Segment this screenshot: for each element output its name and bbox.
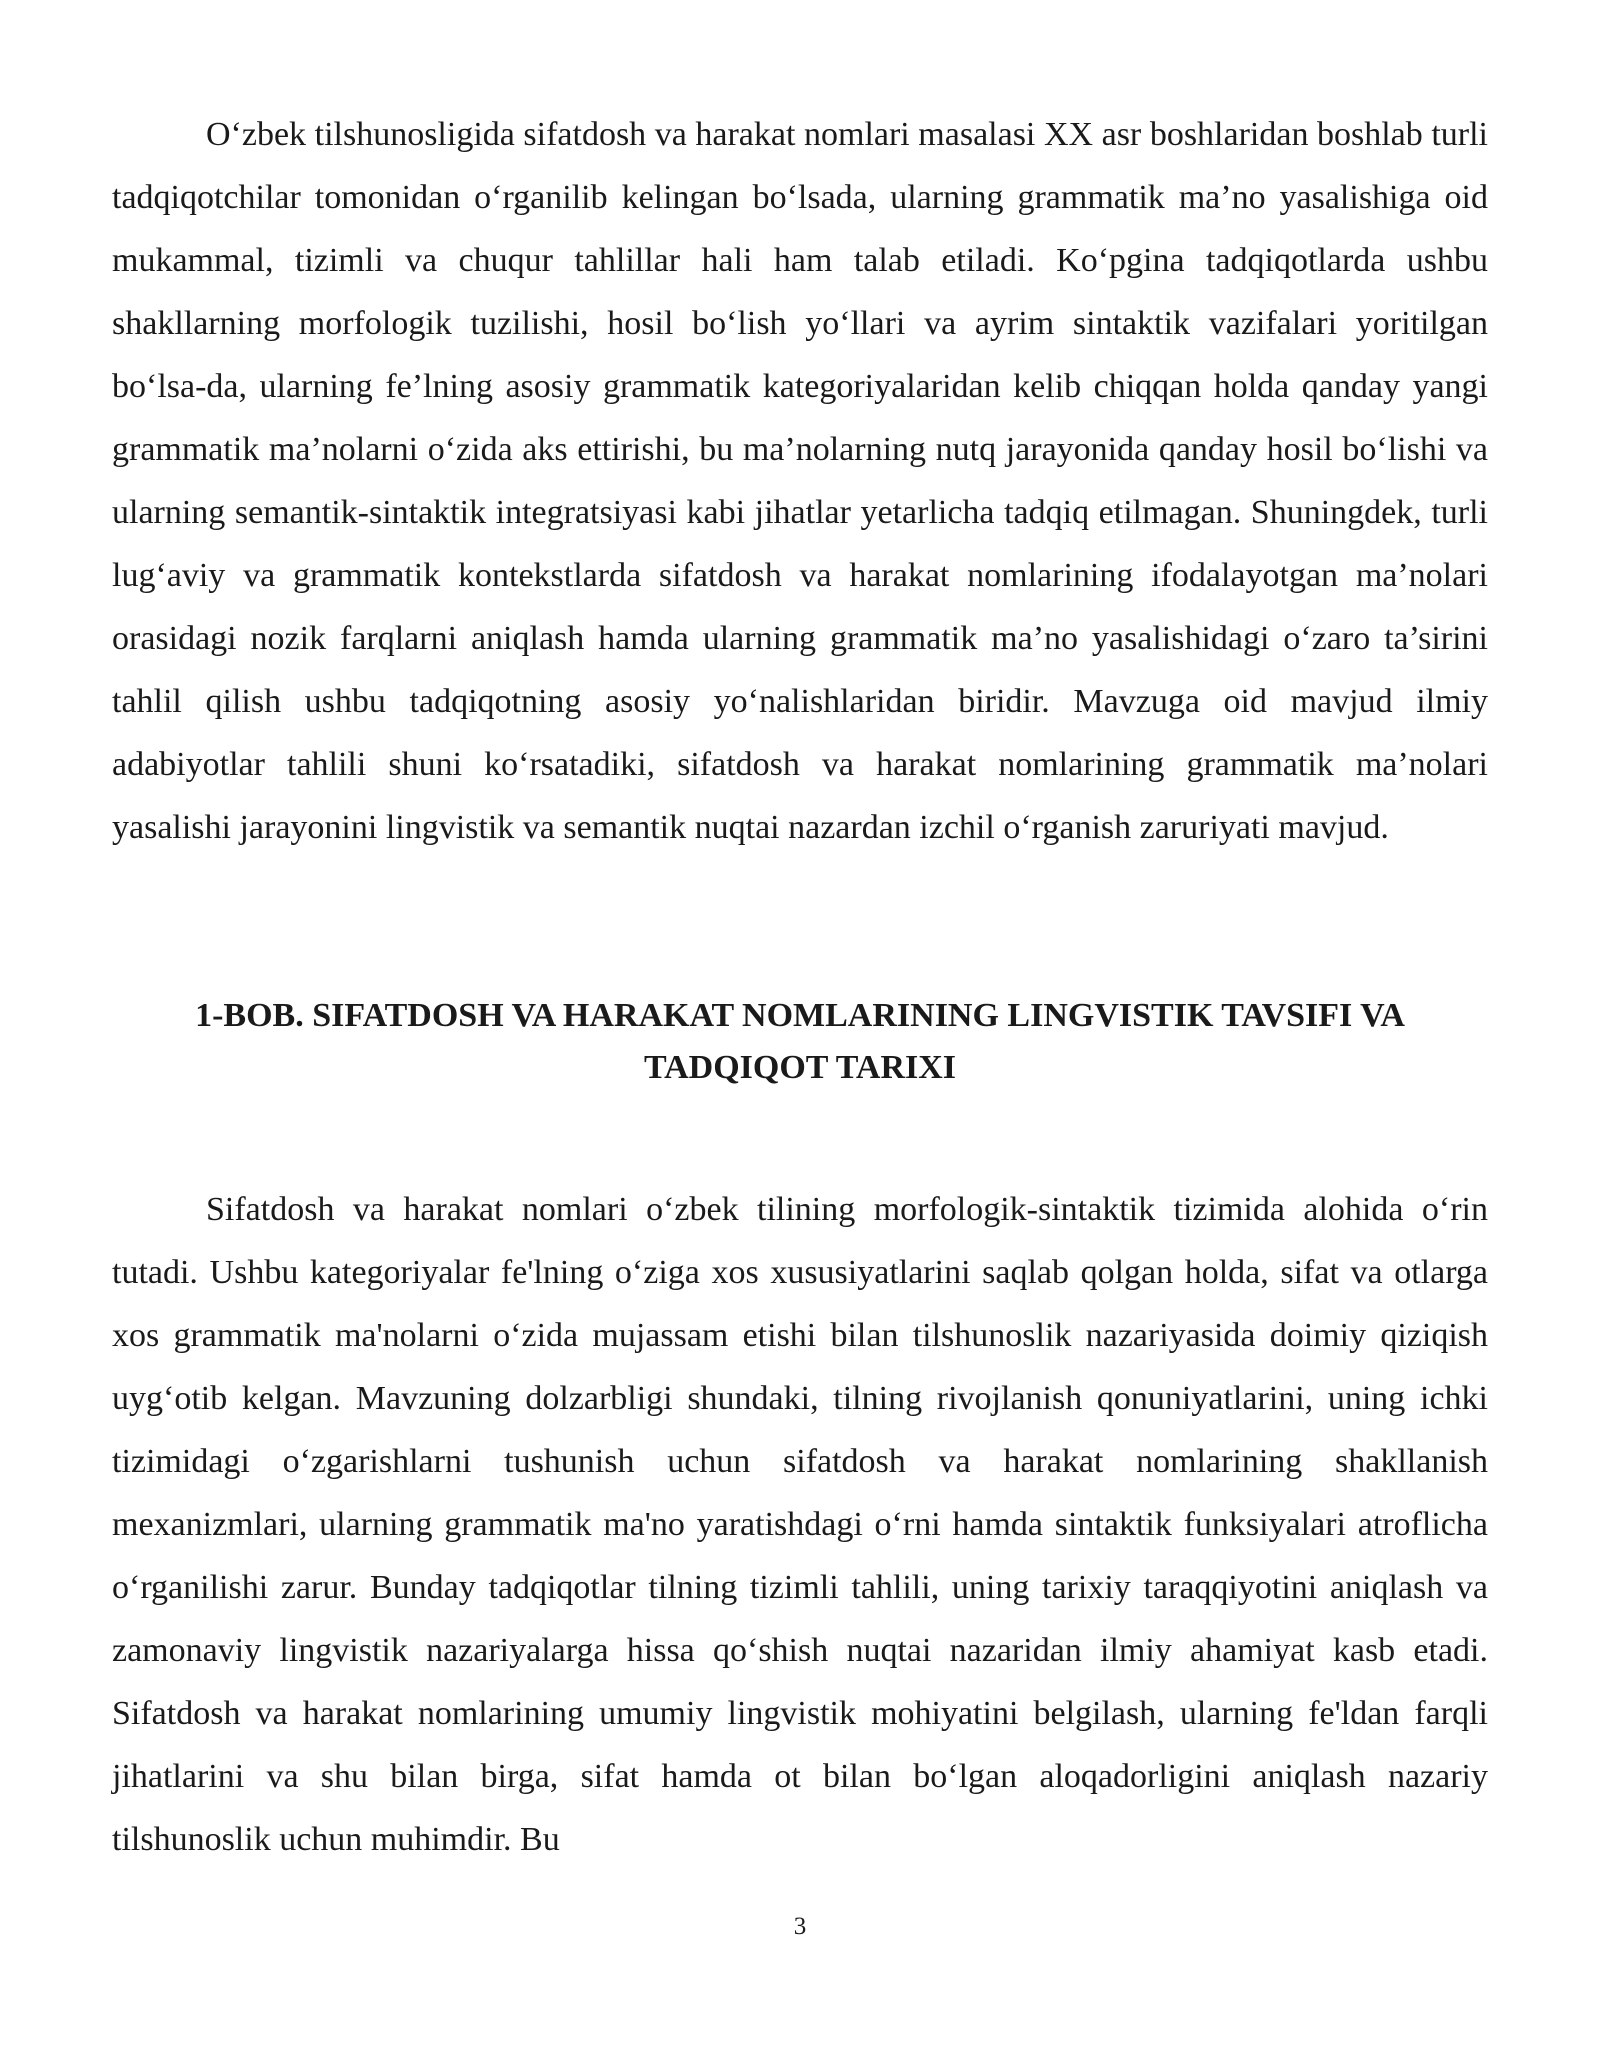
chapter-heading-line-2: TADQIQOT TARIXI bbox=[643, 1049, 957, 1086]
chapter-heading-line-1: 1-BOB. SIFATDOSH VA HARAKAT NOMLARINING LINGVISTIK TAVSIFI VA bbox=[195, 997, 1405, 1034]
page-number: 3 bbox=[793, 1913, 807, 1940]
chapter-paragraph-block bbox=[112, 1178, 1488, 1871]
intro-paragraph-block bbox=[112, 103, 1488, 859]
body-paragraph: Sifatdosh va harakat nomlari o‘zbek tilining morfologik-sintaktik tizimida alohida o‘rin tutadi. Ushbu kategoriyalar fe'lning o‘ziga xos xususiyatlarini saqlab qolgan holda, sifat va otlarga xos grammatik ma'nolarni o‘zida mujassam etishi bilan tilshunoslik nazariyasida doimiy qiziqish uyg‘otib kelgan. Mavzuning dolzarbligi shundaki, tilning rivojlanish qonuniyatlarini, uning ichki tizimidagi o‘zgarishlarni tushunish uchun sifatdosh va harakat nomlarining shakllanish mexanizmlari, ularning grammatik ma'no yaratishdagi o‘rni hamda sintaktik funksiyalari atroflicha o‘rganilishi zarur. Bunday tadqiqotlar tilning tizimli tahlili, uning tarixiy taraqqiyotini aniqlash va zamonaviy lingvistik nazariyalarga hissa qo‘shish nuqtai nazaridan ilmiy ahamiyat kasb etadi. Sifatdosh va harakat nomlarining umumiy lingvistik mohiyatini belgilash, ularning fe'ldan farqli jihatlarini va shu bilan birga, sifat hamda ot bilan bo‘lgan aloqadorligini aniqlash nazariy tilshunoslik uchun muhimdir. Bu bbox=[112, 1191, 1488, 1858]
body-paragraph: O‘zbek tilshunosligida sifatdosh va harakat nomlari masalasi XX asr boshlaridan boshlab turli tadqiqotchilar tomonidan o‘rganilib kelingan bo‘lsada, ularning grammatik ma’no yasalishiga oid mukammal, tizimli va chuqur tahlillar hali ham talab etiladi. Ko‘pgina tadqiqotlarda ushbu shakllarning morfologik tuzilishi, hosil bo‘lish yo‘llari va ayrim sintaktik vazifalari yoritilgan bo‘lsa-da, ularning fe’lning asosiy grammatik kategoriyalaridan kelib chiqqan holda qanday yangi grammatik ma’nolarni o‘zida aks ettirishi, bu ma’nolarning nutq jarayonida qanday hosil bo‘lishi va ularning semantik-sintaktik integratsiyasi kabi jihatlar yetarlicha tadqiq etilmagan. Shuningdek, turli lug‘aviy va grammatik kontekstlarda sifatdosh va harakat nomlarining ifodalayotgan ma’nolari orasidagi nozik farqlarni aniqlash hamda ularning grammatik ma’no yasalishidagi o‘zaro ta’sirini tahlil qilish ushbu tadqiqotning asosiy yo‘nalishlaridan biridir. Mavzuga oid mavjud ilmiy adabiyotlar tahlili shuni ko‘rsatadiki, sifatdosh va harakat nomlarining grammatik ma’nolari yasalishi jarayonini lingvistik va semantik nuqtai nazardan izchil o‘rganish zaruriyati mavjud. bbox=[112, 116, 1488, 846]
chapter-heading bbox=[112, 990, 1488, 1094]
